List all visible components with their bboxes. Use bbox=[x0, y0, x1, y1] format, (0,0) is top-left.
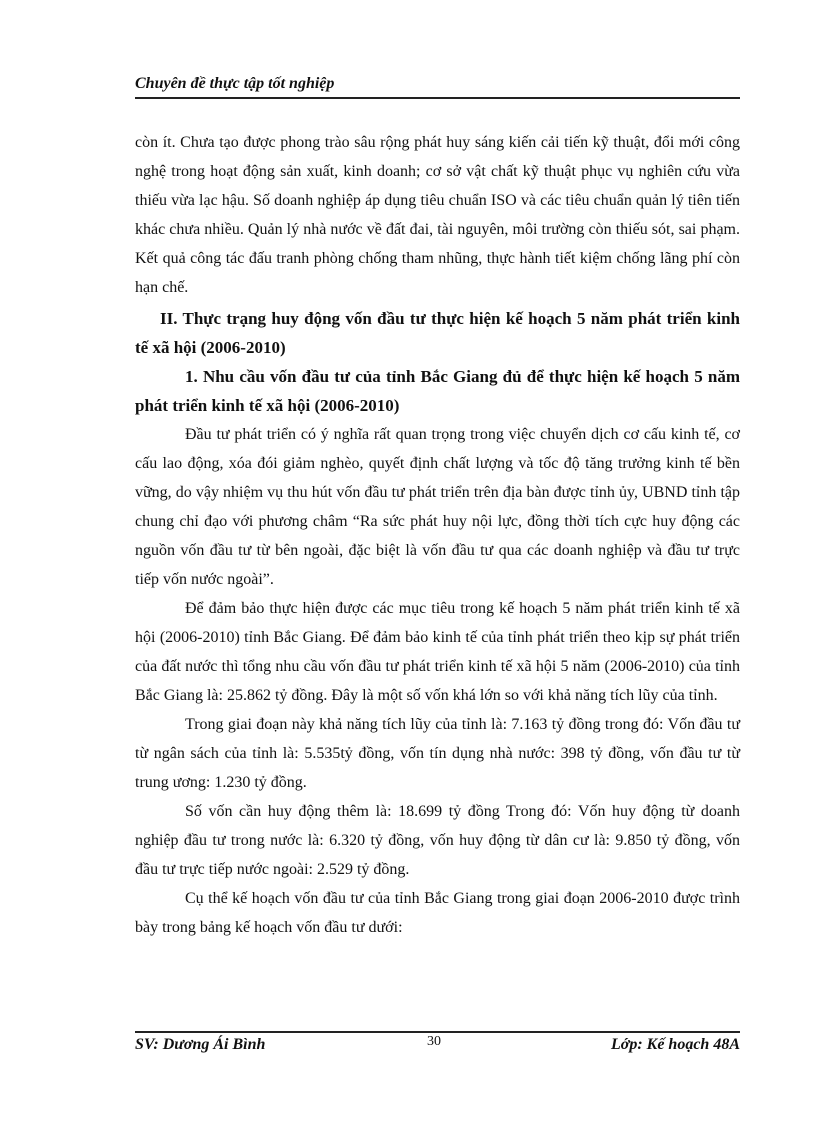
section-heading: II. Thực trạng huy động vốn đầu tư thực hiện kế hoạch 5 năm phát triển kinh tế xã hội (2006-2010) bbox=[135, 309, 740, 357]
paragraph-intro: còn ít. Chưa tạo được phong trào sâu rộng phát huy sáng kiến cải tiến kỹ thuật, đổi mới công nghệ trong hoạt động sản xuất, kinh doanh; cơ sở vật chất kỹ thuật phục vụ nghiên cứu vừa thiếu vừa lạc hậu. Số doanh nghiệp áp dụng tiêu chuẩn ISO và các tiêu chuẩn quản lý tiên tiến khác chưa nhiều. Quản lý nhà nước về đất đai, tài nguyên, môi trường còn thiếu sót, sai phạm. Kết quả công tác đấu tranh phòng chống tham nhũng, thực hành tiết kiệm chống lãng phí còn hạn chế. bbox=[135, 134, 740, 296]
paragraph-capital-demand: Để đảm bảo thực hiện được các mục tiêu trong kế hoạch 5 năm phát triển kinh tế xã hội (2006-2010) tỉnh Bắc Giang. Để đảm bảo kinh tế của tỉnh phát triển theo kịp sự phát triển của đất nước thì tổng nhu cầu vốn đầu tư phát triển kinh tế xã hội 5 năm (2006-2010) của tỉnh Bắc Giang là: 25.862 tỷ đồng. Đây là một số vốn khá lớn so với khả năng tích lũy của tỉnh. bbox=[135, 600, 740, 704]
footer-class: Lớp: Kế hoạch 48A bbox=[610, 1036, 740, 1053]
header-title: Chuyên đề thực tập tốt nghiệp bbox=[135, 75, 335, 92]
paragraph-accumulation: Trong giai đoạn này khả năng tích lũy của tỉnh là: 7.163 tỷ đồng trong đó: Vốn đầu tư từ ngân sách của tỉnh là: 5.535tỷ đồng, vốn tín dụng nhà nước: 398 tỷ đồng, vốn đầu tư từ trung ương: 1.230 tỷ đồng. bbox=[135, 716, 740, 791]
paragraph-additional-capital: Số vốn cần huy động thêm là: 18.699 tỷ đồng Trong đó: Vốn huy động từ doanh nghiệp đầu tư trong nước là: 6.320 tỷ đồng, vốn huy động từ dân cư là: 9.850 tỷ đồng, vốn đầu tư trực tiếp nước ngoài: 2.529 tỷ đồng. bbox=[135, 803, 740, 878]
page-footer bbox=[135, 1036, 740, 1060]
page-number: 30 bbox=[427, 1034, 441, 1049]
paragraph-plan-table-intro: Cụ thể kế hoạch vốn đầu tư của tỉnh Bắc Giang trong giai đoạn 2006-2010 được trình bày trong bảng kế hoạch vốn đầu tư dưới: bbox=[135, 890, 740, 936]
subsection-heading: 1. Nhu cầu vốn đầu tư của tỉnh Bắc Giang đủ để thực hiện kế hoạch 5 năm phát triển kinh tế xã hội (2006-2010) bbox=[135, 367, 740, 415]
paragraph-investment-importance: Đầu tư phát triển có ý nghĩa rất quan trọng trong việc chuyển dịch cơ cấu kinh tế, cơ cấu lao động, xóa đói giảm nghèo, quyết định chất lượng và tốc độ tăng trưởng kinh tế bền vững, do vậy nhiệm vụ thu hút vốn đầu tư phát triển trên địa bàn được tỉnh ủy, UBND tỉnh tập chung chỉ đạo với phương châm “Ra sức phát huy nội lực, đồng thời tích cực huy động các nguồn vốn đầu tư từ bên ngoài, đặc biệt là vốn đầu tư qua các doanh nghiệp và đầu tư trực tiếp vốn nước ngoài”. bbox=[135, 426, 740, 588]
page-content bbox=[135, 128, 740, 942]
footer-student: SV: Dương Ái Bình bbox=[135, 1036, 266, 1053]
page-header bbox=[135, 75, 740, 99]
footer-divider bbox=[135, 1031, 740, 1033]
